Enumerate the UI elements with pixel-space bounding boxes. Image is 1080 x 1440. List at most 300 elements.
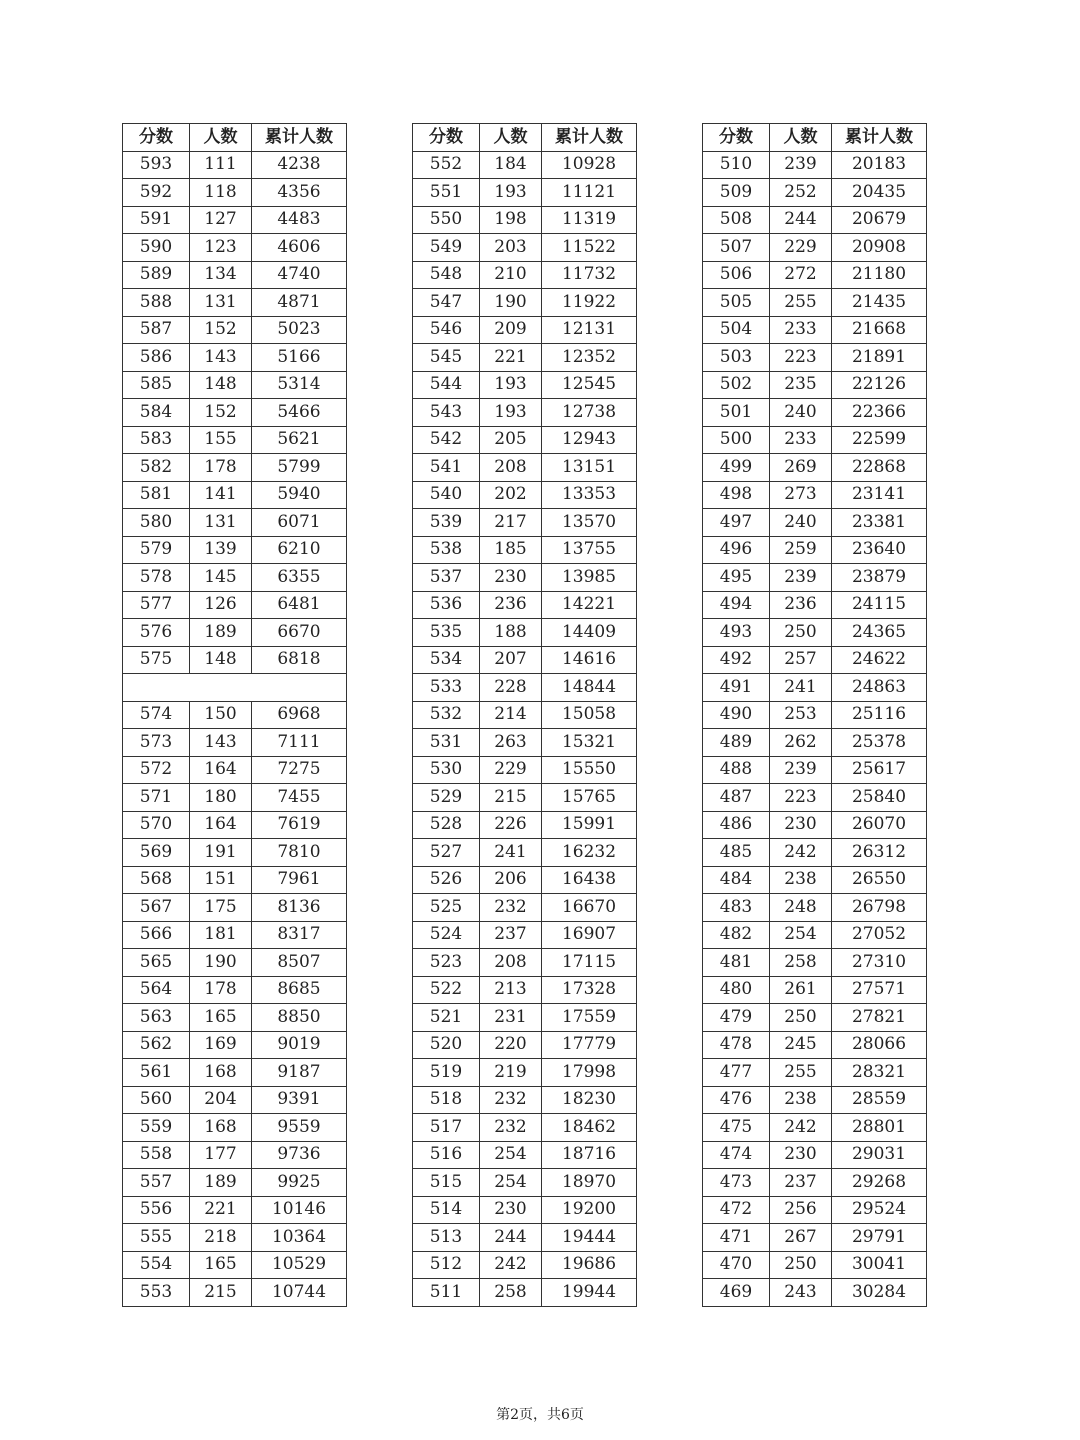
score-cell: 523 bbox=[413, 949, 480, 977]
table-row bbox=[413, 866, 637, 894]
header-score: 分数 bbox=[703, 124, 770, 152]
score-cell: 500 bbox=[703, 426, 770, 454]
count-cell: 143 bbox=[190, 729, 252, 757]
table-row bbox=[703, 839, 927, 867]
count-cell: 238 bbox=[770, 1086, 832, 1114]
table-row bbox=[123, 1224, 347, 1252]
score-cell: 507 bbox=[703, 234, 770, 262]
score-cell: 586 bbox=[123, 344, 190, 372]
table-row bbox=[703, 1004, 927, 1032]
cumulative-cell: 21180 bbox=[832, 261, 927, 289]
count-cell: 203 bbox=[480, 234, 542, 262]
cumulative-cell: 25378 bbox=[832, 729, 927, 757]
table-row bbox=[123, 289, 347, 317]
score-cell: 516 bbox=[413, 1141, 480, 1169]
score-cell: 551 bbox=[413, 179, 480, 207]
count-cell: 236 bbox=[480, 591, 542, 619]
score-cell: 553 bbox=[123, 1279, 190, 1307]
table-row bbox=[123, 839, 347, 867]
header-count: 人数 bbox=[480, 124, 542, 152]
table-row bbox=[413, 509, 637, 537]
table-row bbox=[413, 1141, 637, 1169]
count-cell: 223 bbox=[770, 344, 832, 372]
score-cell: 569 bbox=[123, 839, 190, 867]
table-row bbox=[413, 756, 637, 784]
cumulative-cell: 20435 bbox=[832, 179, 927, 207]
table-row bbox=[413, 701, 637, 729]
cumulative-cell: 13151 bbox=[542, 454, 637, 482]
cumulative-cell: 9391 bbox=[252, 1086, 347, 1114]
count-cell: 239 bbox=[770, 564, 832, 592]
score-cell: 537 bbox=[413, 564, 480, 592]
table-row bbox=[703, 729, 927, 757]
count-cell: 215 bbox=[190, 1279, 252, 1307]
cumulative-cell: 18462 bbox=[542, 1114, 637, 1142]
score-cell: 571 bbox=[123, 784, 190, 812]
header-row bbox=[123, 124, 347, 152]
table-row bbox=[413, 1279, 637, 1307]
table-row bbox=[413, 426, 637, 454]
table-row bbox=[703, 1169, 927, 1197]
table-row bbox=[123, 1141, 347, 1169]
cumulative-cell: 24863 bbox=[832, 674, 927, 702]
table-row bbox=[703, 894, 927, 922]
score-cell: 511 bbox=[413, 1279, 480, 1307]
score-cell: 515 bbox=[413, 1169, 480, 1197]
cumulative-cell: 28066 bbox=[832, 1031, 927, 1059]
score-table-3 bbox=[702, 123, 927, 1307]
cumulative-cell: 26312 bbox=[832, 839, 927, 867]
score-cell: 584 bbox=[123, 399, 190, 427]
table-row bbox=[413, 481, 637, 509]
table-row bbox=[703, 344, 927, 372]
count-cell: 253 bbox=[770, 701, 832, 729]
table-row bbox=[123, 399, 347, 427]
cumulative-cell: 22366 bbox=[832, 399, 927, 427]
count-cell: 250 bbox=[770, 619, 832, 647]
score-cell: 509 bbox=[703, 179, 770, 207]
table-row bbox=[413, 921, 637, 949]
count-cell: 206 bbox=[480, 866, 542, 894]
count-cell: 236 bbox=[770, 591, 832, 619]
score-cell: 536 bbox=[413, 591, 480, 619]
table-row bbox=[123, 261, 347, 289]
score-cell: 528 bbox=[413, 811, 480, 839]
cumulative-cell: 4356 bbox=[252, 179, 347, 207]
count-cell: 208 bbox=[480, 949, 542, 977]
count-cell: 230 bbox=[480, 564, 542, 592]
count-cell: 229 bbox=[480, 756, 542, 784]
count-cell: 169 bbox=[190, 1031, 252, 1059]
cumulative-cell: 19944 bbox=[542, 1279, 637, 1307]
count-cell: 168 bbox=[190, 1114, 252, 1142]
cumulative-cell: 19686 bbox=[542, 1251, 637, 1279]
count-cell: 141 bbox=[190, 481, 252, 509]
score-cell: 565 bbox=[123, 949, 190, 977]
table-row bbox=[703, 701, 927, 729]
cumulative-cell: 21891 bbox=[832, 344, 927, 372]
table-row bbox=[123, 949, 347, 977]
cumulative-cell: 8507 bbox=[252, 949, 347, 977]
score-cell: 543 bbox=[413, 399, 480, 427]
table-row bbox=[123, 426, 347, 454]
cumulative-cell: 9736 bbox=[252, 1141, 347, 1169]
table-row bbox=[413, 316, 637, 344]
score-cell: 546 bbox=[413, 316, 480, 344]
table-row bbox=[703, 426, 927, 454]
table-row bbox=[123, 1059, 347, 1087]
cumulative-cell: 16907 bbox=[542, 921, 637, 949]
table-row bbox=[413, 454, 637, 482]
count-cell: 239 bbox=[770, 756, 832, 784]
cumulative-cell: 26070 bbox=[832, 811, 927, 839]
count-cell: 231 bbox=[480, 1004, 542, 1032]
score-cell: 517 bbox=[413, 1114, 480, 1142]
table-row bbox=[413, 371, 637, 399]
score-cell: 534 bbox=[413, 646, 480, 674]
table-row bbox=[703, 261, 927, 289]
table-row bbox=[703, 151, 927, 179]
score-cell: 575 bbox=[123, 646, 190, 674]
cumulative-cell: 14409 bbox=[542, 619, 637, 647]
cumulative-cell: 20183 bbox=[832, 151, 927, 179]
score-cell: 573 bbox=[123, 729, 190, 757]
count-cell: 241 bbox=[770, 674, 832, 702]
table-row bbox=[123, 646, 347, 674]
score-cell: 524 bbox=[413, 921, 480, 949]
cumulative-cell: 18716 bbox=[542, 1141, 637, 1169]
cumulative-cell: 8317 bbox=[252, 921, 347, 949]
score-cell: 529 bbox=[413, 784, 480, 812]
score-cell: 521 bbox=[413, 1004, 480, 1032]
cumulative-cell: 5940 bbox=[252, 481, 347, 509]
cumulative-cell: 16232 bbox=[542, 839, 637, 867]
score-cell: 557 bbox=[123, 1169, 190, 1197]
score-cell: 563 bbox=[123, 1004, 190, 1032]
count-cell: 213 bbox=[480, 976, 542, 1004]
count-cell: 193 bbox=[480, 399, 542, 427]
score-cell: 583 bbox=[123, 426, 190, 454]
cumulative-cell: 5799 bbox=[252, 454, 347, 482]
count-cell: 263 bbox=[480, 729, 542, 757]
cumulative-cell: 16438 bbox=[542, 866, 637, 894]
score-cell: 558 bbox=[123, 1141, 190, 1169]
score-table-2 bbox=[412, 123, 637, 1307]
table-row bbox=[703, 674, 927, 702]
cumulative-cell: 7810 bbox=[252, 839, 347, 867]
count-cell: 118 bbox=[190, 179, 252, 207]
cumulative-cell: 6670 bbox=[252, 619, 347, 647]
cumulative-cell: 6481 bbox=[252, 591, 347, 619]
table-row bbox=[703, 646, 927, 674]
score-cell: 574 bbox=[123, 701, 190, 729]
table-row bbox=[703, 1059, 927, 1087]
score-cell: 577 bbox=[123, 591, 190, 619]
count-cell: 214 bbox=[480, 701, 542, 729]
table-row bbox=[123, 1169, 347, 1197]
count-cell: 243 bbox=[770, 1279, 832, 1307]
cumulative-cell: 19444 bbox=[542, 1224, 637, 1252]
cumulative-cell: 23141 bbox=[832, 481, 927, 509]
count-cell: 189 bbox=[190, 1169, 252, 1197]
count-cell: 155 bbox=[190, 426, 252, 454]
count-cell: 180 bbox=[190, 784, 252, 812]
score-cell: 578 bbox=[123, 564, 190, 592]
score-cell: 589 bbox=[123, 261, 190, 289]
cumulative-cell: 28801 bbox=[832, 1114, 927, 1142]
header-row bbox=[703, 124, 927, 152]
count-cell: 269 bbox=[770, 454, 832, 482]
score-cell: 485 bbox=[703, 839, 770, 867]
table-row bbox=[123, 371, 347, 399]
count-cell: 210 bbox=[480, 261, 542, 289]
count-cell: 230 bbox=[480, 1196, 542, 1224]
count-cell: 223 bbox=[770, 784, 832, 812]
score-cell: 593 bbox=[123, 151, 190, 179]
count-cell: 204 bbox=[190, 1086, 252, 1114]
score-cell: 490 bbox=[703, 701, 770, 729]
score-cell: 555 bbox=[123, 1224, 190, 1252]
table-row bbox=[413, 1031, 637, 1059]
cumulative-cell: 4740 bbox=[252, 261, 347, 289]
count-cell: 188 bbox=[480, 619, 542, 647]
score-cell: 491 bbox=[703, 674, 770, 702]
header-count: 人数 bbox=[190, 124, 252, 152]
score-cell: 579 bbox=[123, 536, 190, 564]
cumulative-cell: 7961 bbox=[252, 866, 347, 894]
count-cell: 230 bbox=[770, 811, 832, 839]
count-cell: 232 bbox=[480, 894, 542, 922]
table-row bbox=[703, 1114, 927, 1142]
count-cell: 235 bbox=[770, 371, 832, 399]
table-row bbox=[703, 564, 927, 592]
cumulative-cell: 10364 bbox=[252, 1224, 347, 1252]
count-cell: 256 bbox=[770, 1196, 832, 1224]
table-row bbox=[703, 976, 927, 1004]
count-cell: 185 bbox=[480, 536, 542, 564]
score-cell: 590 bbox=[123, 234, 190, 262]
count-cell: 189 bbox=[190, 619, 252, 647]
count-cell: 240 bbox=[770, 509, 832, 537]
score-cell: 493 bbox=[703, 619, 770, 647]
score-cell: 550 bbox=[413, 206, 480, 234]
count-cell: 242 bbox=[770, 839, 832, 867]
cumulative-cell: 22599 bbox=[832, 426, 927, 454]
score-cell: 469 bbox=[703, 1279, 770, 1307]
cumulative-cell: 22868 bbox=[832, 454, 927, 482]
count-cell: 232 bbox=[480, 1086, 542, 1114]
table-row bbox=[703, 784, 927, 812]
header-cumulative: 累计人数 bbox=[542, 124, 637, 152]
cumulative-cell: 23381 bbox=[832, 509, 927, 537]
cumulative-cell: 5023 bbox=[252, 316, 347, 344]
table-row bbox=[703, 454, 927, 482]
table-row bbox=[123, 234, 347, 262]
score-cell: 475 bbox=[703, 1114, 770, 1142]
table-row bbox=[123, 1279, 347, 1307]
count-cell: 258 bbox=[770, 949, 832, 977]
score-cell: 564 bbox=[123, 976, 190, 1004]
score-cell: 539 bbox=[413, 509, 480, 537]
cumulative-cell: 27310 bbox=[832, 949, 927, 977]
table-row bbox=[703, 591, 927, 619]
count-cell: 152 bbox=[190, 316, 252, 344]
table-row bbox=[703, 811, 927, 839]
cumulative-cell: 13570 bbox=[542, 509, 637, 537]
count-cell: 207 bbox=[480, 646, 542, 674]
score-cell: 501 bbox=[703, 399, 770, 427]
table-row bbox=[413, 1169, 637, 1197]
table-row bbox=[703, 1031, 927, 1059]
table-row bbox=[123, 1004, 347, 1032]
cumulative-cell: 27052 bbox=[832, 921, 927, 949]
table-row bbox=[413, 289, 637, 317]
score-cell: 549 bbox=[413, 234, 480, 262]
table-row bbox=[703, 1086, 927, 1114]
table-row bbox=[703, 866, 927, 894]
cumulative-cell: 23879 bbox=[832, 564, 927, 592]
table-row bbox=[703, 756, 927, 784]
table-row bbox=[703, 481, 927, 509]
count-cell: 272 bbox=[770, 261, 832, 289]
score-cell: 487 bbox=[703, 784, 770, 812]
count-cell: 193 bbox=[480, 179, 542, 207]
cumulative-cell: 24115 bbox=[832, 591, 927, 619]
score-cell: 570 bbox=[123, 811, 190, 839]
cumulative-cell: 20679 bbox=[832, 206, 927, 234]
count-cell: 229 bbox=[770, 234, 832, 262]
cumulative-cell: 6071 bbox=[252, 509, 347, 537]
table-row bbox=[413, 1004, 637, 1032]
score-cell: 567 bbox=[123, 894, 190, 922]
cumulative-cell: 10928 bbox=[542, 151, 637, 179]
table-row bbox=[123, 206, 347, 234]
count-cell: 262 bbox=[770, 729, 832, 757]
cumulative-cell: 13985 bbox=[542, 564, 637, 592]
cumulative-cell: 24365 bbox=[832, 619, 927, 647]
table-row bbox=[703, 234, 927, 262]
table-row bbox=[123, 729, 347, 757]
cumulative-cell: 25116 bbox=[832, 701, 927, 729]
table-row bbox=[123, 1114, 347, 1142]
count-cell: 258 bbox=[480, 1279, 542, 1307]
count-cell: 219 bbox=[480, 1059, 542, 1087]
count-cell: 198 bbox=[480, 206, 542, 234]
table-row bbox=[703, 206, 927, 234]
cumulative-cell: 11121 bbox=[542, 179, 637, 207]
count-cell: 165 bbox=[190, 1251, 252, 1279]
table-row bbox=[413, 949, 637, 977]
score-cell: 552 bbox=[413, 151, 480, 179]
table-row bbox=[123, 784, 347, 812]
count-cell: 254 bbox=[480, 1141, 542, 1169]
count-cell: 233 bbox=[770, 426, 832, 454]
cumulative-cell: 11319 bbox=[542, 206, 637, 234]
count-cell: 191 bbox=[190, 839, 252, 867]
table-row bbox=[123, 811, 347, 839]
table-row bbox=[703, 289, 927, 317]
score-cell: 544 bbox=[413, 371, 480, 399]
count-cell: 259 bbox=[770, 536, 832, 564]
table-row bbox=[413, 619, 637, 647]
score-cell: 496 bbox=[703, 536, 770, 564]
score-cell: 591 bbox=[123, 206, 190, 234]
table-row bbox=[123, 454, 347, 482]
count-cell: 150 bbox=[190, 701, 252, 729]
table-row bbox=[703, 536, 927, 564]
count-cell: 168 bbox=[190, 1059, 252, 1087]
table-row bbox=[413, 1059, 637, 1087]
table-row bbox=[123, 591, 347, 619]
header-row bbox=[413, 124, 637, 152]
cumulative-cell: 15058 bbox=[542, 701, 637, 729]
cumulative-cell: 12738 bbox=[542, 399, 637, 427]
cumulative-cell: 7619 bbox=[252, 811, 347, 839]
table-row bbox=[123, 1086, 347, 1114]
score-cell: 522 bbox=[413, 976, 480, 1004]
count-cell: 217 bbox=[480, 509, 542, 537]
cumulative-cell: 11732 bbox=[542, 261, 637, 289]
header-cumulative: 累计人数 bbox=[832, 124, 927, 152]
count-cell: 151 bbox=[190, 866, 252, 894]
count-cell: 178 bbox=[190, 454, 252, 482]
count-cell: 165 bbox=[190, 1004, 252, 1032]
score-cell: 540 bbox=[413, 481, 480, 509]
table-row bbox=[413, 206, 637, 234]
cumulative-cell: 29791 bbox=[832, 1224, 927, 1252]
table-row bbox=[123, 1196, 347, 1224]
cumulative-cell: 9559 bbox=[252, 1114, 347, 1142]
score-cell: 518 bbox=[413, 1086, 480, 1114]
score-table-1 bbox=[122, 123, 347, 1307]
score-cell: 494 bbox=[703, 591, 770, 619]
table-row bbox=[703, 1141, 927, 1169]
score-cell: 508 bbox=[703, 206, 770, 234]
count-cell: 202 bbox=[480, 481, 542, 509]
cumulative-cell: 5466 bbox=[252, 399, 347, 427]
score-cell: 513 bbox=[413, 1224, 480, 1252]
table-row bbox=[413, 234, 637, 262]
score-cell: 483 bbox=[703, 894, 770, 922]
score-cell: 592 bbox=[123, 179, 190, 207]
count-cell: 127 bbox=[190, 206, 252, 234]
cumulative-cell: 12545 bbox=[542, 371, 637, 399]
table-row bbox=[413, 591, 637, 619]
cumulative-cell: 7275 bbox=[252, 756, 347, 784]
table-row bbox=[703, 619, 927, 647]
count-cell: 250 bbox=[770, 1251, 832, 1279]
score-cell: 572 bbox=[123, 756, 190, 784]
score-cell: 480 bbox=[703, 976, 770, 1004]
table-row bbox=[703, 509, 927, 537]
count-cell: 244 bbox=[480, 1224, 542, 1252]
table-row bbox=[413, 674, 637, 702]
table-row bbox=[123, 564, 347, 592]
table-row bbox=[413, 399, 637, 427]
table-row bbox=[123, 976, 347, 1004]
score-cell: 519 bbox=[413, 1059, 480, 1087]
count-cell: 220 bbox=[480, 1031, 542, 1059]
count-cell: 252 bbox=[770, 179, 832, 207]
cumulative-cell: 14616 bbox=[542, 646, 637, 674]
table-row bbox=[703, 949, 927, 977]
score-cell: 587 bbox=[123, 316, 190, 344]
header-count: 人数 bbox=[770, 124, 832, 152]
score-cell: 505 bbox=[703, 289, 770, 317]
cumulative-cell: 14844 bbox=[542, 674, 637, 702]
table-row bbox=[703, 1251, 927, 1279]
score-cell: 581 bbox=[123, 481, 190, 509]
